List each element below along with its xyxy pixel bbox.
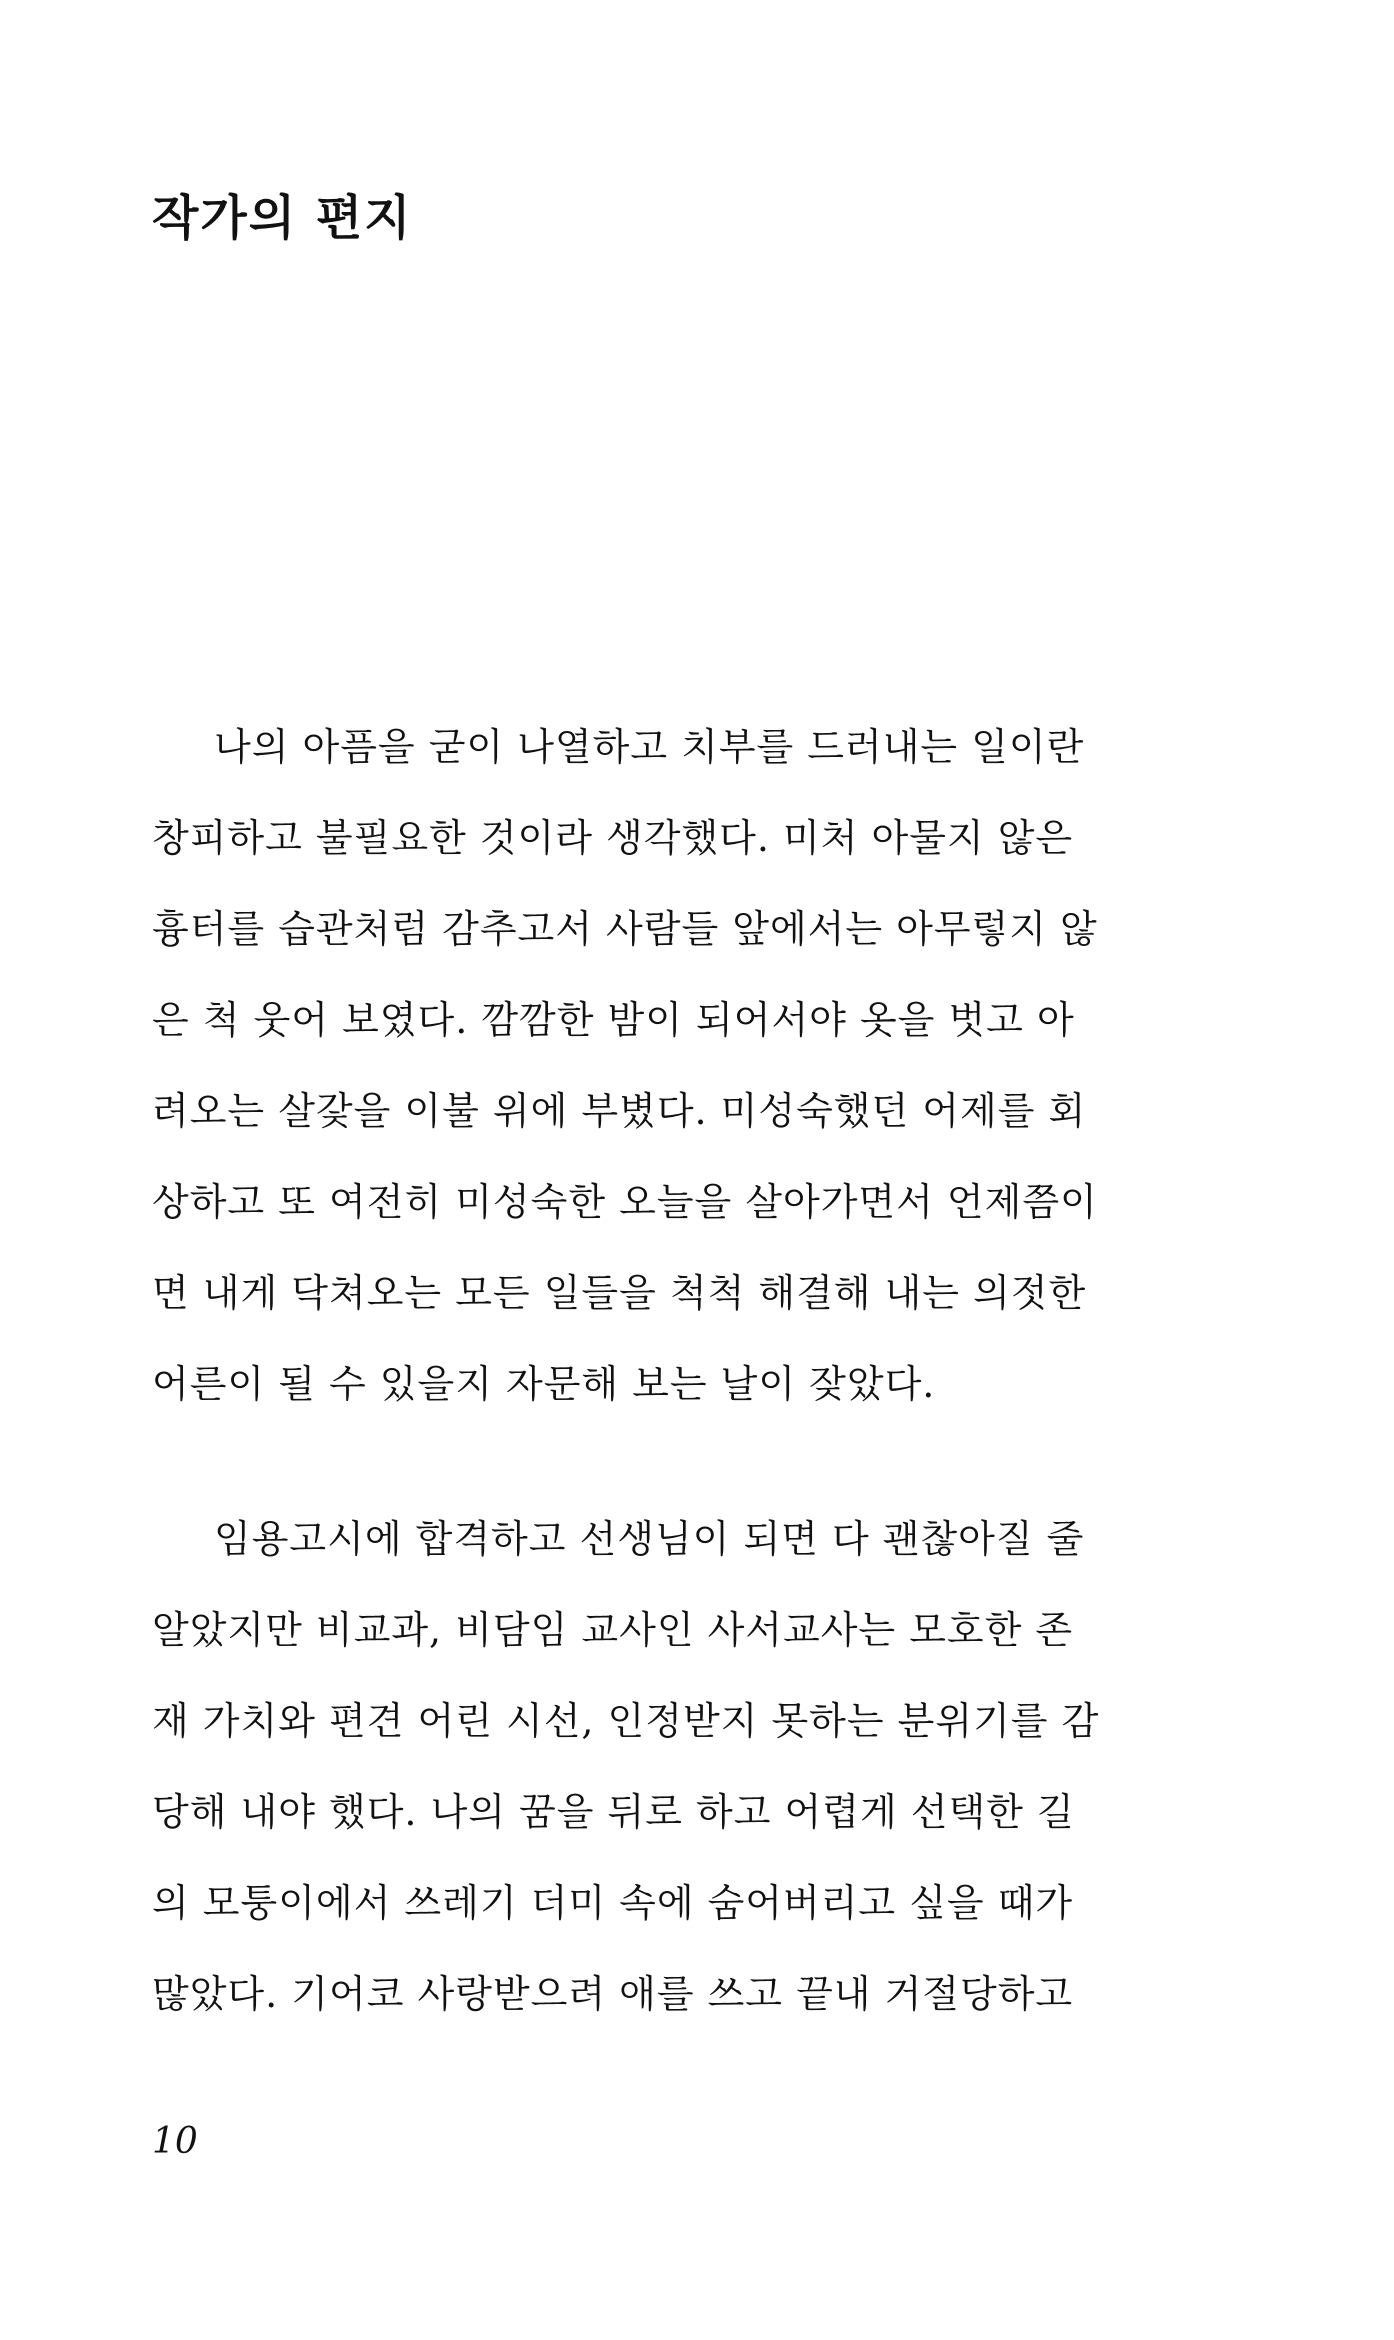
page-title: 작가의 편지 [152, 190, 413, 246]
text-line: 당해 내야 했다. 나의 꿈을 뒤로 하고 어렵게 선택한 길 [152, 1790, 1075, 1834]
text-line: 어른이 될 수 있을지 자문해 보는 날이 잦았다. [152, 1362, 936, 1406]
text-line: 창피하고 불필요한 것이라 생각했다. 미처 아물지 않은 [152, 816, 1074, 860]
paragraph-2 [152, 1494, 1100, 2040]
paragraph-1 [152, 702, 1098, 1430]
text-line: 의 모퉁이에서 쓰레기 더미 속에 숨어버리고 싶을 때가 [152, 1881, 1074, 1925]
text-line: 은 척 웃어 보였다. 깜깜한 밤이 되어서야 옷을 벗고 아 [152, 998, 1075, 1042]
text-line: 려오는 살갗을 이불 위에 부볐다. 미성숙했던 어제를 회 [152, 1089, 1087, 1133]
text-line: 재 가치와 편견 어린 시선, 인정받지 못하는 분위기를 감 [152, 1699, 1100, 1743]
text-line: 면 내게 닥쳐오는 모든 일들을 척척 해결해 내는 의젓한 [152, 1271, 1087, 1315]
text-line: 상하고 또 여전히 미성숙한 오늘을 살아가면서 언제쯤이 [152, 1180, 1098, 1224]
text-line: 많았다. 기어코 사랑받으려 애를 쓰고 끝내 거절당하고 [152, 1972, 1074, 2016]
text-line: 흉터를 습관처럼 감추고서 사람들 앞에서는 아무렇지 않 [152, 907, 1098, 951]
text-line: 알았지만 비교과, 비담임 교사인 사서교사는 모호한 존 [152, 1608, 1074, 1652]
text-line: 나의 아픔을 굳이 나열하고 치부를 드러내는 일이란 [214, 725, 1085, 769]
page-number: 10 [152, 2121, 198, 2162]
text-line: 임용고시에 합격하고 선생님이 되면 다 괜찮아질 줄 [214, 1517, 1085, 1561]
